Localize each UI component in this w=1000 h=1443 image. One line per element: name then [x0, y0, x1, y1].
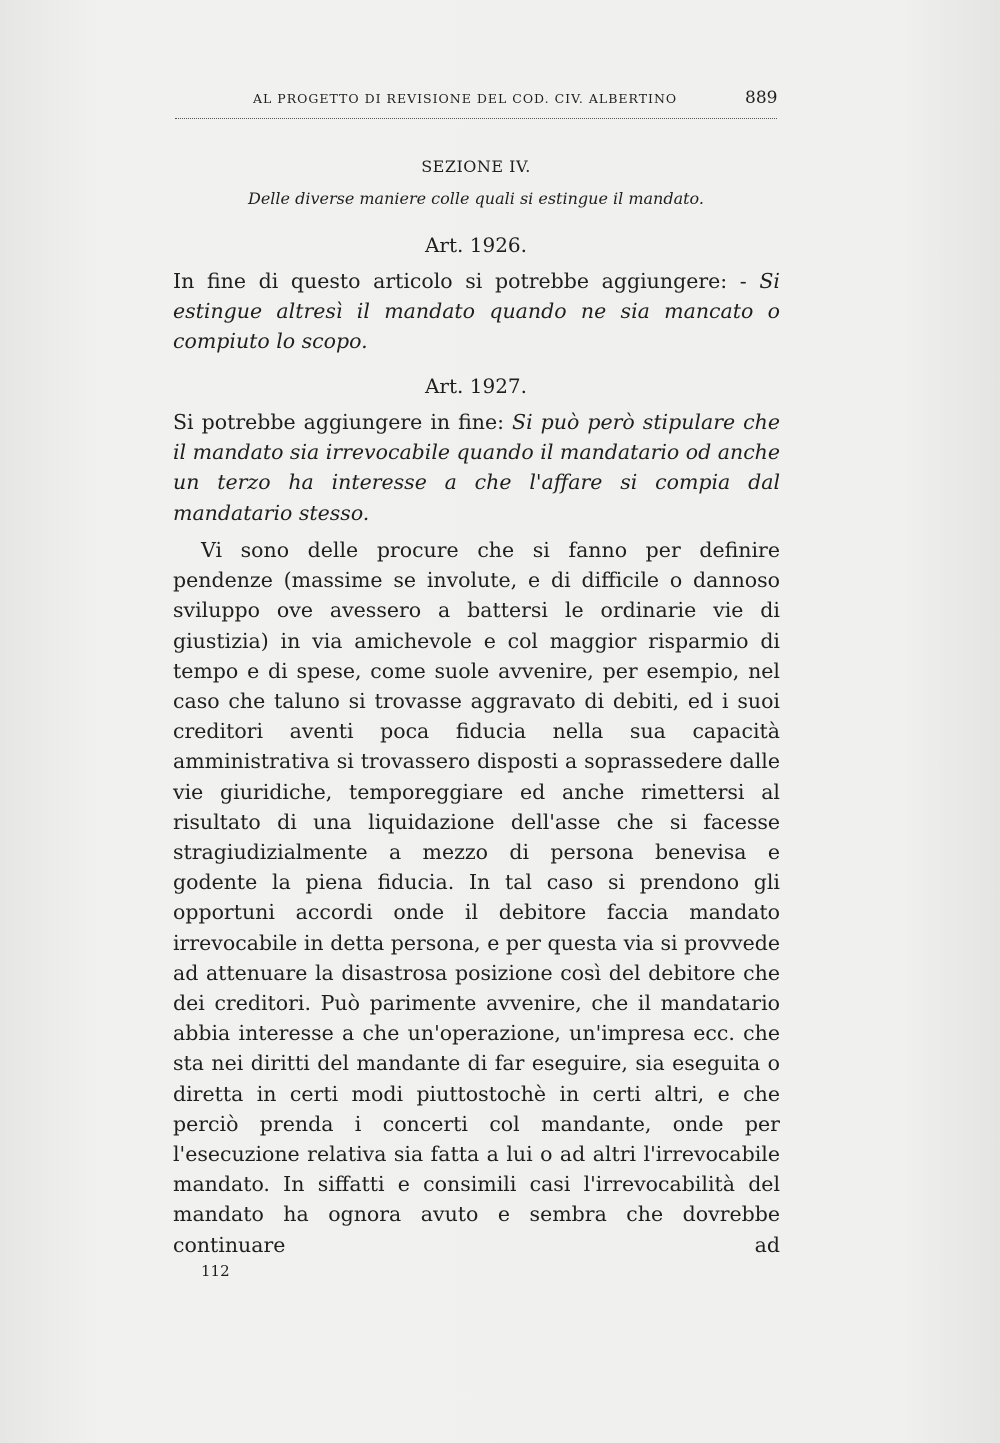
article-1926-text — [173, 266, 780, 357]
article-1927-quote: Si può però stipulare che il mandato sia irrevocabile quando il mandatario od anche un terzo ha interesse a che l'affare si compia dal mandatario stesso. — [173, 410, 781, 525]
commentary-body: Vi sono delle procure che si fanno per definire pendenze (massime se involute, e di difficile o dannoso sviluppo ove avessero a battersi le ordinarie vie di giustizia) in via amichevole e col maggior risparmio di tempo e di spese, come suole avvenire, per esempio, nel caso che taluno si trovasse aggravato di debiti, ed i suoi creditori aventi poca fiducia nella sua capacità amministrativa si trovassero disposti a soprassedere dalle vie giuridiche, temporeggiare ed anche rimettersi al risultato di una liquidazione dell'asse che si facesse stragiudizialmente a mezzo di persona benevisa e godente la piena fiducia. In tal caso si prendono gli opportuni accordi onde il debitore faccia mandato irrevocabile in detta persona, e per questa via si provvede ad attenuare la disastrosa posizione così del debitore che dei creditori. Può parimente avvenire, che il mandatario abbia interesse a che un'operazione, un'impresa ecc. che sta nei diritti del mandante di far eseguire, sia eseguita o diretta in certi modi piuttostochè in certi altri, e che perciò prenda i concerti col mandante, onde per l'esecuzione relativa sia fatta a lui o ad altri l'irrevocabile mandato. In siffatti e consimili casi l'irrevocabilità del mandato ha ognora avuto e sembra che dovrebbe continuare ad — [173, 538, 780, 1257]
header-rule — [175, 118, 777, 119]
article-heading-1926: Art. 1926. — [424, 233, 527, 257]
article-heading-1927: Art. 1927. — [424, 374, 527, 398]
running-head: AL PROGETTO DI REVISIONE DEL COD. CIV. ALBERTINO — [253, 91, 678, 106]
article-1926-intro: In fine di questo articolo si potrebbe aggiungere: - — [173, 269, 760, 293]
section-title: SEZIONE IV. — [421, 157, 531, 176]
page-number: 889 — [745, 88, 778, 108]
article-1926-quote: Si estingue altresì il mandato quando ne sia mancato o compiuto lo scopo. — [173, 269, 780, 354]
article-1927-text — [173, 407, 780, 528]
signature-mark: 112 — [201, 1262, 230, 1280]
section-subtitle: Delle diverse maniere colle quali si estingue il mandato. — [248, 189, 704, 208]
article-1927-intro: Si potrebbe aggiungere in fine: — [173, 410, 513, 434]
article-1927-commentary — [173, 535, 780, 1260]
